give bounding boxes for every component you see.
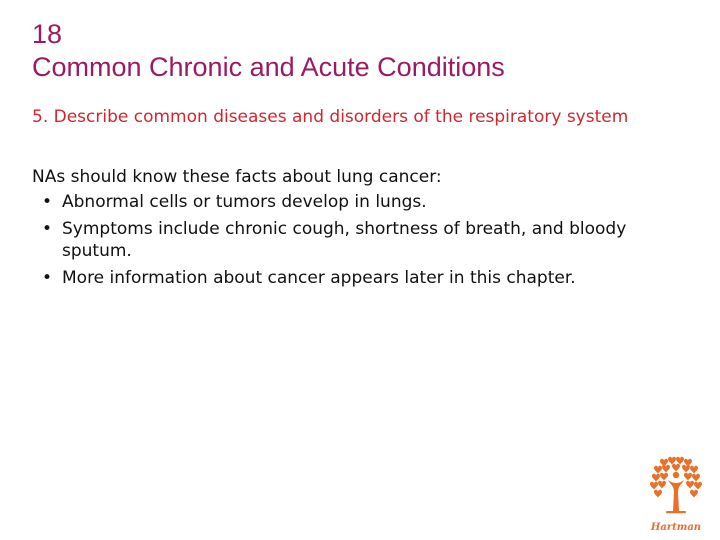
bullet-list <box>32 191 692 289</box>
chapter-number: 18 <box>32 19 63 49</box>
bullet-text: Abnormal cells or tumors develop in lungs. <box>62 192 427 212</box>
bullet-marker: • <box>42 192 53 212</box>
chapter-title: Common Chronic and Acute Conditions <box>32 52 505 82</box>
bullet-text: Symptoms include chronic cough, shortness of breath, and bloody sputum. <box>62 219 627 261</box>
learning-objective: 5. Describe common diseases and disorders of the respiratory system <box>32 107 629 127</box>
bullet-marker: • <box>42 268 53 288</box>
logo-wordmark: Hartman <box>650 522 702 533</box>
tree-of-hearts-icon <box>642 456 710 536</box>
list-item <box>32 218 692 262</box>
list-item <box>32 267 692 289</box>
slide-body <box>32 166 692 294</box>
intro-text: NAs should know these facts about lung cancer: <box>32 167 442 187</box>
bullet-text: More information about cancer appears later in this chapter. <box>62 268 576 288</box>
slide-title <box>32 18 692 84</box>
hartman-logo <box>642 456 710 536</box>
bullet-marker: • <box>42 219 53 239</box>
list-item <box>32 191 692 213</box>
